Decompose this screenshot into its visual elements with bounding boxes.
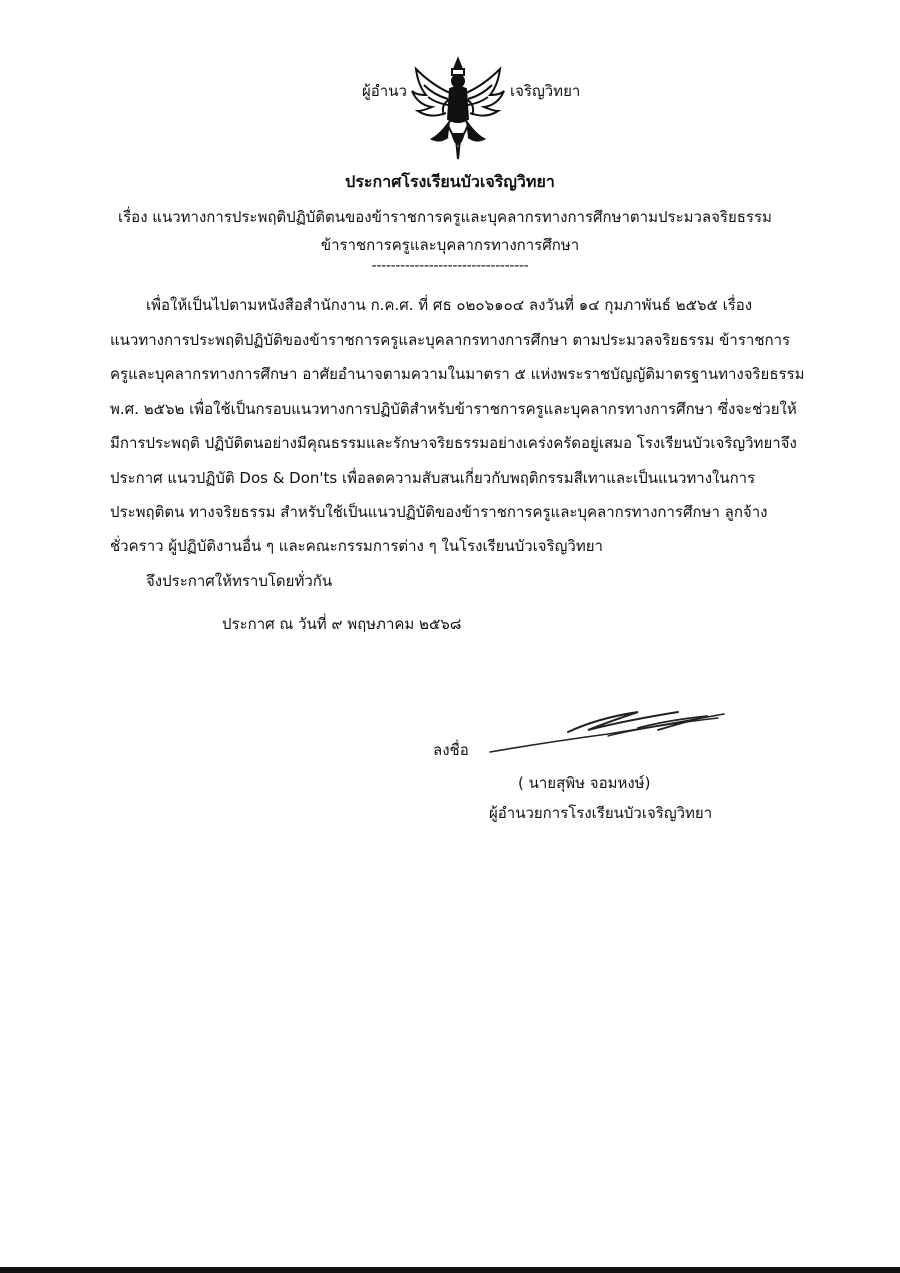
body-line: ประพฤติตน ทางจริยธรรม สำหรับใช้เป็นแนวปฏิบัติของข้าราชการครูและบุคลากรทางการศึกษา ลูกจ้าง [110, 503, 768, 521]
closing-line: จึงประกาศให้ทราบโดยทั่วกัน [146, 572, 333, 590]
separator-rule: --------------------------------- [371, 258, 529, 274]
announcement-date: ประกาศ ณ วันที่ ๙ พฤษภาคม ๒๕๖๘ [222, 615, 462, 633]
announcement-title: ประกาศโรงเรียนบัวเจริญวิทยา [345, 172, 555, 191]
body-line: ครูและบุคลากรทางการศึกษา อาศัยอำนาจตามความในมาตรา ๕ แห่งพระราชบัญญัติมาตรฐานทางจริยธรรม [110, 365, 805, 383]
sign-label: ลงชื่อ [433, 741, 469, 759]
body-line: พ.ศ. ๒๕๖๒ เพื่อใช้เป็นกรอบแนวทางการปฏิบัติสำหรับข้าราชการครูและบุคลากรทางการศึกษา ซึ่งจะช่วยให้ [110, 400, 797, 418]
subject-line-1: เรื่อง แนวทางการประพฤติปฏิบัติตนของข้าราชการครูและบุคลากรทางการศึกษาตามประมวลจริยธรรม [118, 208, 772, 226]
body-line: ประกาศ แนวปฏิบัติ Dos & Don'ts เพื่อลดความสับสนเกี่ยวกับพฤติกรรมสีเทาและเป็นแนวทางในการ [110, 469, 756, 487]
signer-position: ผู้อำนวยการโรงเรียนบัวเจริญวิทยา [489, 804, 713, 822]
header-right-text: เจริญวิทยา [510, 82, 581, 100]
body-line: มีการประพฤติ ปฏิบัติตนอย่างมีคุณธรรมและรักษาจริยธรรมอย่างเคร่งครัดอยู่เสมอ โรงเรียนบัวเจริญวิทยาจึง [110, 434, 797, 452]
body-line: เพื่อให้เป็นไปตามหนังสือสำนักงาน ก.ค.ศ. ที่ ศธ ๐๒๐๖๑๐๔ ลงวันที่ ๑๔ กุมภาพันธ์ ๒๕๖๕ เรื่อง [146, 296, 753, 314]
subject-line-2: ข้าราชการครูและบุคลากรทางการศึกษา [320, 236, 580, 254]
header-left-text: ผู้อำนว [362, 82, 407, 100]
signer-name: ( นายสุพิษ จอมหงษ์) [518, 774, 651, 792]
handwritten-signature-icon [488, 706, 728, 756]
page-bottom-edge [0, 1267, 900, 1273]
body-line: แนวทางการประพฤติปฏิบัติของข้าราชการครูและบุคลากรทางการศึกษา ตามประมวลจริยธรรม ข้าราชการ [110, 331, 791, 349]
garuda-emblem-icon [410, 55, 506, 161]
body-line: ชั่วคราว ผู้ปฏิบัติงานอื่น ๆ และคณะกรรมการต่าง ๆ ในโรงเรียนบัวเจริญวิทยา [110, 537, 603, 555]
